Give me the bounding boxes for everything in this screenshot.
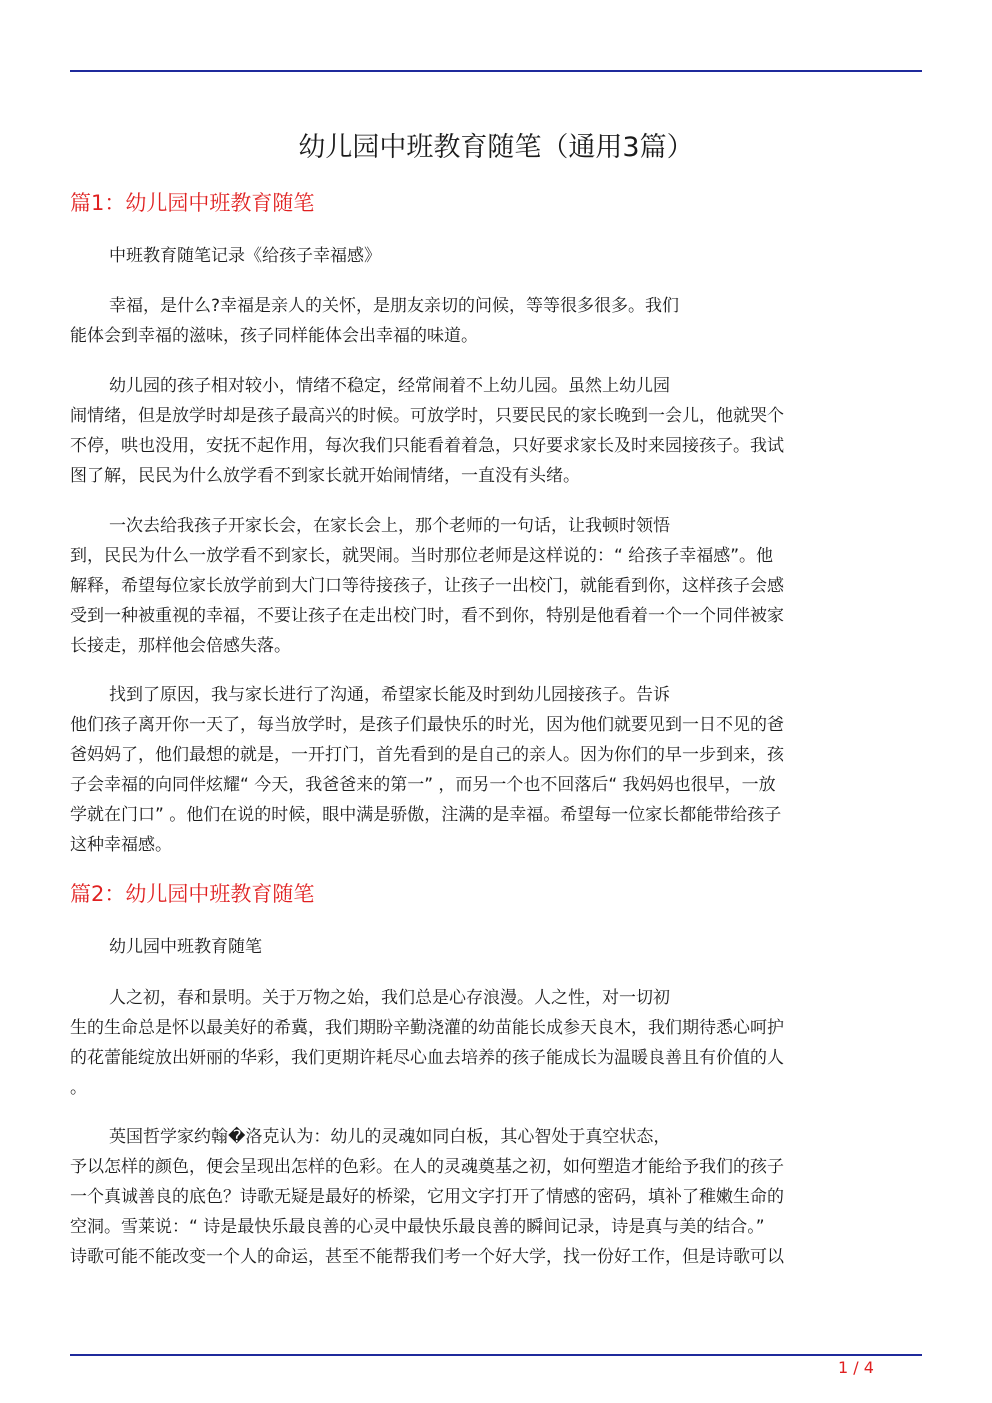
paragraph-line: 爸妈妈了，他们最想的就是，一开打门，首先看到的是自己的亲人。因为你们的早一步到来，孩 xyxy=(70,745,784,765)
paragraph-line: 受到一种被重视的幸福，不要让孩子在走出校门时，看不到你，特别是他看着一个一个同伴被家 xyxy=(70,606,784,626)
paragraph-line: 一个真诚善良的底色？诗歌无疑是最好的桥梁，它用文字打开了情感的密码，填补了稚嫩生命的 xyxy=(70,1187,784,1207)
paragraph xyxy=(70,680,912,860)
paragraph-line: 中班教育随笔记录《给孩子幸福感》 xyxy=(109,246,381,266)
paragraph-line: 一次去给我孩子开家长会，在家长会上，那个老师的一句话，让我顿时领悟 xyxy=(109,516,670,536)
paragraph-line: 到，民民为什么一放学看不到家长，就哭闹。当时那位老师是这样说的：“ 给孩子幸福感”。他 xyxy=(70,546,774,566)
paragraph-line: 解释，希望每位家长放学前到大门口等待接孩子，让孩子一出校门，就能看到你，这样孩子会感 xyxy=(70,576,784,596)
paragraph-line: 图了解，民民为什么放学看不到家长就开始闹情绪，一直没有头绪。 xyxy=(70,466,580,486)
paragraph xyxy=(70,983,912,1103)
paragraph-line: 幼儿园的孩子相对较小，情绪不稳定，经常闹着不上幼儿园。虽然上幼儿园 xyxy=(109,376,670,396)
paragraph-line: 学就在门口” 。他们在说的时候，眼中满是骄傲，注满的是幸福。希望每一位家长都能带给孩子 xyxy=(70,805,782,825)
footer-rule xyxy=(70,1354,922,1356)
paragraph xyxy=(70,932,912,962)
paragraph-line: 的花蕾能绽放出妍丽的华彩，我们更期许耗尽心血去培养的孩子能成长为温暖良善且有价值的人 xyxy=(70,1048,784,1068)
paragraph-line: 予以怎样的颜色，便会呈现出怎样的色彩。在人的灵魂奠基之初，如何塑造才能给予我们的孩子 xyxy=(70,1157,784,1177)
section-heading-2: 篇2：幼儿园中班教育随笔 xyxy=(70,882,315,906)
paragraph-line: 幼儿园中班教育随笔 xyxy=(109,937,262,957)
paragraph xyxy=(70,291,912,351)
paragraph-line: 人之初，春和景明。关于万物之始，我们总是心存浪漫。人之性，对一切初 xyxy=(109,988,670,1008)
paragraph-line: 能体会到幸福的滋味，孩子同样能体会出幸福的味道。 xyxy=(70,326,478,346)
paragraph xyxy=(70,371,912,491)
document-title: 幼儿园中班教育随笔（通用3篇） xyxy=(298,132,694,163)
paragraph-line: 。 xyxy=(70,1078,87,1098)
paragraph-line: 诗歌可能不能改变一个人的命运，甚至不能帮我们考一个好大学，找一份好工作，但是诗歌可以 xyxy=(70,1247,784,1267)
paragraph-line: 他们孩子离开你一天了，每当放学时，是孩子们最快乐的时光，因为他们就要见到一日不见的爸 xyxy=(70,715,784,735)
paragraph xyxy=(70,241,912,271)
header-rule xyxy=(70,70,922,72)
paragraph-line: 找到了原因，我与家长进行了沟通，希望家长能及时到幼儿园接孩子。告诉 xyxy=(109,685,670,705)
paragraph-line: 子会幸福的向同伴炫耀“ 今天，我爸爸来的第一” ，而另一个也不回落后“ 我妈妈也很早，一放 xyxy=(70,775,776,795)
paragraph-line: 不停，哄也没用，安抚不起作用，每次我们只能看着着急，只好要求家长及时来园接孩子。我试 xyxy=(70,436,784,456)
paragraph-line: 幸福，是什么?幸福是亲人的关怀，是朋友亲切的问候，等等很多很多。我们 xyxy=(109,296,680,316)
page-number: 1 / 4 xyxy=(838,1358,874,1377)
paragraph-line: 这种幸福感。 xyxy=(70,835,172,855)
paragraph xyxy=(70,511,912,661)
paragraph-line: 生的生命总是怀以最美好的希冀，我们期盼辛勤浇灌的幼苗能长成参天良木，我们期待悉心呵护 xyxy=(70,1018,784,1038)
section-heading-1: 篇1：幼儿园中班教育随笔 xyxy=(70,191,315,215)
paragraph-line: 长接走，那样他会倍感失落。 xyxy=(70,636,291,656)
paragraph-line: 空洞。雪莱说：“ 诗是最快乐最良善的心灵中最快乐最良善的瞬间记录，诗是真与美的结合。” xyxy=(70,1217,765,1237)
paragraph xyxy=(70,1122,912,1272)
paragraph-line: 英国哲学家约翰�洛克认为：幼儿的灵魂如同白板，其心智处于真空状态， xyxy=(109,1127,671,1147)
paragraph-line: 闹情绪，但是放学时却是孩子最高兴的时候。可放学时，只要民民的家长晚到一会儿，他就哭个 xyxy=(70,406,784,426)
